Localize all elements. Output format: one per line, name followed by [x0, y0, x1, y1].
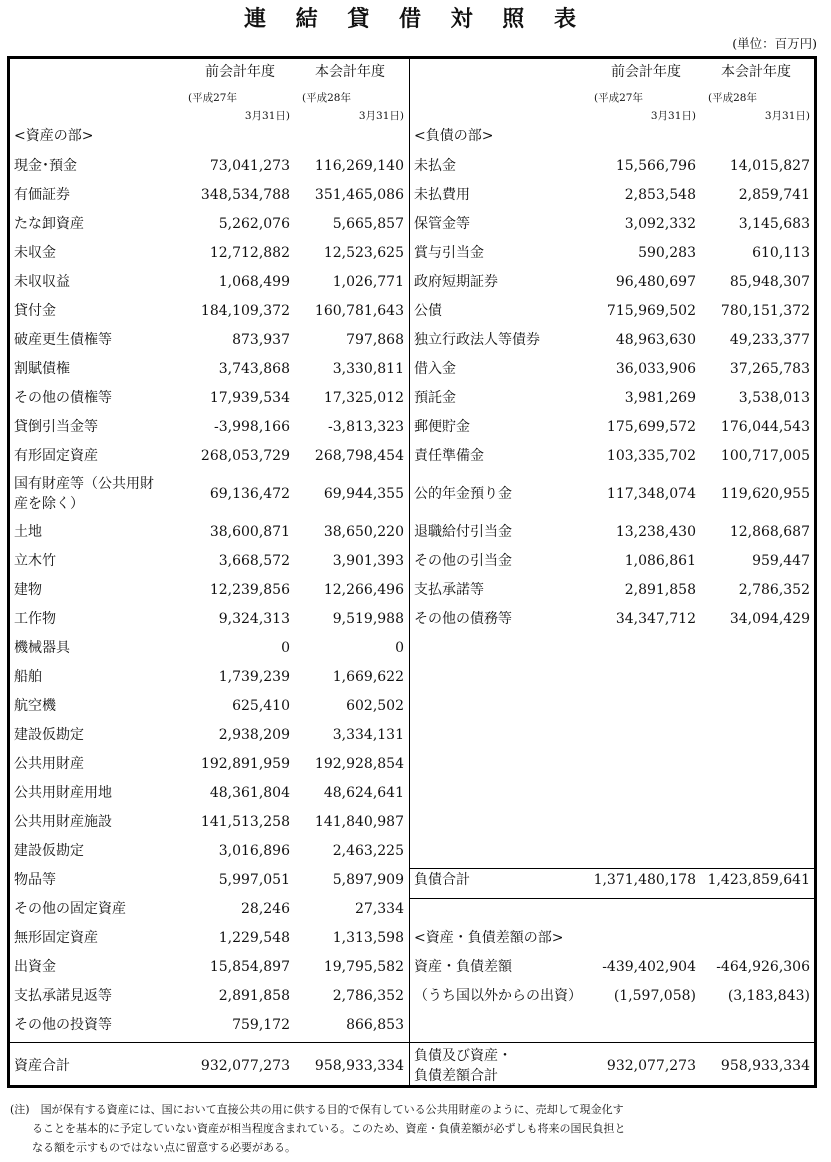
net-asset-row-curr-value: -464,926,306	[716, 959, 810, 975]
liab-curr-year-sub2: 3月31日)	[764, 110, 810, 122]
asset-row-label-line2: 産を除く）	[14, 496, 84, 512]
liability-row-prev-value: 96,480,697	[615, 274, 696, 290]
assets-curr-year-header: 本会計年度	[315, 64, 385, 80]
asset-row-curr-value: 192,928,854	[314, 756, 404, 772]
liability-row-prev-value: 2,853,548	[624, 187, 696, 203]
asset-row-prev-value: 38,600,871	[209, 524, 290, 540]
liability-row-curr-value: 959,447	[752, 553, 810, 569]
liability-row-curr-value: 34,094,429	[729, 611, 810, 627]
liability-row-label: 未払金	[414, 158, 456, 174]
asset-row-prev-value: 873,937	[232, 332, 290, 348]
liability-row-prev-value: 13,238,430	[615, 524, 696, 540]
asset-row-label: 建物	[14, 582, 42, 598]
asset-row-curr-value: 27,334	[355, 901, 404, 917]
liability-row-label: 保管金等	[414, 216, 470, 232]
asset-row-prev-value: 3,668,572	[218, 553, 290, 569]
liability-row-prev-value: 103,335,702	[606, 448, 696, 464]
liability-row-prev-value: 3,981,269	[624, 390, 696, 406]
asset-row-prev-value: 73,041,273	[209, 158, 290, 174]
asset-row-curr-value: 1,313,598	[332, 930, 404, 946]
asset-row-curr-value: 3,330,811	[332, 361, 404, 377]
asset-row-curr-value: 0	[395, 640, 404, 656]
asset-row-prev-value: 759,172	[232, 1017, 290, 1033]
liability-row-curr-value: 2,859,741	[738, 187, 810, 203]
asset-row-label: 有形固定資産	[14, 448, 98, 464]
net-asset-total-row-curr-value: 958,933,334	[720, 1058, 810, 1074]
liability-row-curr-value: 12,868,687	[729, 524, 810, 540]
asset-row-curr-value: 602,502	[346, 698, 404, 714]
asset-row-label-line1: 国有財産等（公共用財	[14, 476, 154, 492]
liability-row-prev-value: 34,347,712	[615, 611, 696, 627]
asset-row-prev-value: 2,891,858	[218, 988, 290, 1004]
asset-row-curr-value: 9,519,988	[332, 611, 404, 627]
liab-curr-year-header: 本会計年度	[721, 64, 791, 80]
asset-row-curr-value: 12,523,625	[323, 245, 404, 261]
liability-row-curr-value: 2,786,352	[738, 582, 810, 598]
asset-row-curr-value: 69,944,355	[323, 486, 404, 502]
liability-row-prev-value: 715,969,502	[606, 303, 696, 319]
asset-row-prev-value: 3,016,896	[218, 843, 290, 859]
asset-row-label: その他の投資等	[14, 1017, 112, 1033]
asset-row-curr-value: 141,840,987	[314, 814, 404, 830]
asset-row-curr-value: 2,786,352	[332, 988, 404, 1004]
asset-row-prev-value: 12,712,882	[209, 245, 290, 261]
liability-row-curr-value: 3,145,683	[738, 216, 810, 232]
asset-row-prev-value: 9,324,313	[218, 611, 290, 627]
asset-row-curr-value: 12,266,496	[323, 582, 404, 598]
asset-row-label: 無形固定資産	[14, 930, 98, 946]
asset-row-label: 土地	[14, 524, 42, 540]
liab-prev-year-header: 前会計年度	[611, 64, 681, 80]
asset-row-curr-value: 866,853	[346, 1017, 404, 1033]
asset-row-label	[14, 474, 154, 514]
liability-row-curr-value: 37,265,783	[729, 361, 810, 377]
liability-total-row-curr-value: 1,423,859,641	[707, 872, 810, 888]
liability-total-row-label: 負債合計	[414, 872, 470, 888]
net-asset-row-label: （うち国以外からの出資）	[414, 988, 582, 1004]
liability-row-label: 公的年金預り金	[414, 486, 512, 502]
assets-curr-year-sub2: 3月31日)	[358, 110, 404, 122]
asset-row-prev-value: 348,534,788	[200, 187, 290, 203]
asset-row-curr-value: 38,650,220	[323, 524, 404, 540]
asset-row-prev-value: 2,938,209	[218, 727, 290, 743]
asset-row-curr-value: 19,795,582	[323, 959, 404, 975]
liability-row-label: 預託金	[414, 390, 456, 406]
asset-row-curr-value: 3,334,131	[332, 727, 404, 743]
asset-row-label: 立木竹	[14, 553, 56, 569]
liabilities-section-label: <負債の部>	[414, 128, 494, 144]
asset-row-prev-value: 1,229,548	[218, 930, 290, 946]
assets-section-label: <資産の部>	[14, 128, 94, 144]
asset-row-curr-value: 17,325,012	[323, 390, 404, 406]
net-assets-section-label: <資産・負債差額の部>	[414, 930, 564, 946]
asset-row-label: 破産更生債権等	[14, 332, 112, 348]
liability-row-label: 責任準備金	[414, 448, 484, 464]
liability-row-label: 支払承諾等	[414, 582, 484, 598]
asset-row-label: 建設仮勘定	[14, 843, 84, 859]
asset-row-prev-value: 625,410	[232, 698, 290, 714]
net-asset-total-row-label-line1: 負債及び資産・	[414, 1048, 512, 1064]
asset-row-label: 貸倒引当金等	[14, 419, 98, 435]
liability-row-label: 賞与引当金	[414, 245, 484, 261]
asset-row-prev-value: 0	[281, 640, 290, 656]
column-divider	[409, 59, 410, 1085]
asset-row-label: 有価証券	[14, 187, 70, 203]
note-line-3: なる額を示すものではない点に留意する必要がある。	[10, 1141, 296, 1154]
assets-prev-year-sub1: (平成27年	[188, 92, 237, 104]
asset-row-label: 現金･預金	[14, 158, 77, 174]
liability-row-curr-value: 176,044,543	[720, 419, 810, 435]
liability-row-prev-value: 2,891,858	[624, 582, 696, 598]
liability-row-label: 独立行政法人等債券	[414, 332, 540, 348]
liability-row-label: 政府短期証券	[414, 274, 498, 290]
asset-row-label: 未収金	[14, 245, 56, 261]
liability-row-curr-value: 49,233,377	[729, 332, 810, 348]
liability-row-label: その他の債務等	[414, 611, 512, 627]
liability-row-curr-value: 100,717,005	[720, 448, 810, 464]
asset-row-prev-value: 48,361,804	[209, 785, 290, 801]
asset-row-prev-value: 12,239,856	[209, 582, 290, 598]
asset-row-prev-value: 141,513,258	[200, 814, 290, 830]
asset-row-label: 航空機	[14, 698, 56, 714]
asset-row-label: 出資金	[14, 959, 56, 975]
net-asset-row-label: 資産・負債差額	[414, 959, 512, 975]
asset-row-curr-value: 268,798,454	[314, 448, 404, 464]
net-asset-total-row-prev-value: 932,077,273	[606, 1058, 696, 1074]
asset-row-curr-value: 797,868	[346, 332, 404, 348]
asset-row-curr-value: 5,665,857	[332, 216, 404, 232]
asset-row-prev-value: 5,262,076	[218, 216, 290, 232]
asset-row-label: その他の固定資産	[14, 901, 126, 917]
liability-row-curr-value: 3,538,013	[738, 390, 810, 406]
net-asset-total-row-label	[414, 1046, 512, 1086]
note-line-1: (注) 国が保有する資産には、国において直接公共の用に供する目的で保有している公共用財産のように、売却して現金化す	[10, 1103, 624, 1116]
asset-row-label: 工作物	[14, 611, 56, 627]
asset-row-label: 貸付金	[14, 303, 56, 319]
asset-row-label: 船舶	[14, 669, 42, 685]
liability-row-prev-value: 3,092,332	[624, 216, 696, 232]
asset-row-curr-value: 1,669,622	[332, 669, 404, 685]
asset-row-label: 物品等	[14, 872, 56, 888]
asset-row-curr-value: 1,026,771	[332, 274, 404, 290]
asset-total-row-curr-value: 958,933,334	[314, 1058, 404, 1074]
asset-row-curr-value: 116,269,140	[314, 158, 404, 174]
liability-row-label: 未払費用	[414, 187, 470, 203]
asset-row-prev-value: 268,053,729	[200, 448, 290, 464]
asset-row-prev-value: 15,854,897	[209, 959, 290, 975]
asset-row-curr-value: 5,897,909	[332, 872, 404, 888]
liability-row-prev-value: 175,699,572	[606, 419, 696, 435]
assets-prev-year-header: 前会計年度	[205, 64, 275, 80]
asset-row-prev-value: 3,743,868	[218, 361, 290, 377]
liability-row-prev-value: 117,348,074	[606, 486, 696, 502]
asset-row-label: 建設仮勘定	[14, 727, 84, 743]
asset-row-prev-value: -3,998,166	[214, 419, 290, 435]
assets-curr-year-sub1: (平成28年	[302, 92, 351, 104]
asset-row-label: 未収収益	[14, 274, 70, 290]
asset-total-row-prev-value: 932,077,273	[200, 1058, 290, 1074]
unit-label: (単位：百万円)	[732, 36, 817, 51]
liability-row-prev-value: 15,566,796	[615, 158, 696, 174]
liab-curr-year-sub1: (平成28年	[708, 92, 757, 104]
liab-total-rule-upper	[409, 868, 817, 869]
asset-row-prev-value: 184,109,372	[200, 303, 290, 319]
net-asset-row-prev-value: -439,402,904	[602, 959, 696, 975]
liability-row-label: その他の引当金	[414, 553, 512, 569]
liability-row-prev-value: 48,963,630	[615, 332, 696, 348]
liability-row-curr-value: 780,151,372	[720, 303, 810, 319]
liab-prev-year-sub2: 3月31日)	[650, 110, 696, 122]
asset-row-prev-value: 1,068,499	[218, 274, 290, 290]
liability-total-row-prev-value: 1,371,480,178	[593, 872, 696, 888]
asset-row-curr-value: 3,901,393	[332, 553, 404, 569]
asset-row-curr-value: 48,624,641	[323, 785, 404, 801]
asset-row-label: 機械器具	[14, 640, 70, 656]
liability-row-label: 公債	[414, 303, 442, 319]
asset-row-label: 割賦債権	[14, 361, 70, 377]
liability-row-prev-value: 1,086,861	[624, 553, 696, 569]
liability-row-label: 退職給付引当金	[414, 524, 512, 540]
asset-row-label: たな卸資産	[14, 216, 84, 232]
liability-row-prev-value: 590,283	[638, 245, 696, 261]
net-asset-row-prev-value: (1,597,058)	[613, 988, 696, 1004]
liability-row-label: 郵便貯金	[414, 419, 470, 435]
assets-prev-year-sub2: 3月31日)	[244, 110, 290, 122]
total-top-rule	[7, 1042, 817, 1043]
balance-sheet-frame	[7, 56, 817, 1088]
liability-row-curr-value: 610,113	[752, 245, 810, 261]
asset-row-label: その他の債権等	[14, 390, 112, 406]
liab-prev-year-sub1: (平成27年	[594, 92, 643, 104]
asset-row-curr-value: -3,813,323	[328, 419, 404, 435]
liability-row-prev-value: 36,033,906	[615, 361, 696, 377]
liability-row-curr-value: 119,620,955	[720, 486, 810, 502]
asset-row-curr-value: 160,781,643	[314, 303, 404, 319]
liability-row-curr-value: 85,948,307	[729, 274, 810, 290]
asset-row-label: 公共用財産	[14, 756, 84, 772]
asset-row-label: 公共用財産施設	[14, 814, 112, 830]
liability-row-label: 借入金	[414, 361, 456, 377]
liability-row-curr-value: 14,015,827	[729, 158, 810, 174]
asset-row-prev-value: 192,891,959	[200, 756, 290, 772]
net-asset-total-row-label-line2: 負債差額合計	[414, 1068, 498, 1084]
asset-total-row-label: 資産合計	[14, 1058, 70, 1074]
asset-row-prev-value: 1,739,239	[218, 669, 290, 685]
asset-row-prev-value: 28,246	[241, 901, 290, 917]
asset-row-label: 公共用財産用地	[14, 785, 112, 801]
asset-row-label: 支払承諾見返等	[14, 988, 112, 1004]
asset-row-prev-value: 17,939,534	[209, 390, 290, 406]
asset-row-curr-value: 2,463,225	[332, 843, 404, 859]
asset-row-prev-value: 69,136,472	[209, 486, 290, 502]
net-asset-row-curr-value: (3,183,843)	[727, 988, 810, 1004]
note-line-2: ることを基本的に予定していない資産が相当程度含まれている。このため、資産・負債差額が必ずしも将来の国民負担と	[10, 1122, 626, 1135]
page-title: 連 結 貸 借 対 照 表	[244, 6, 587, 32]
asset-row-curr-value: 351,465,086	[314, 187, 404, 203]
asset-row-prev-value: 5,997,051	[218, 872, 290, 888]
